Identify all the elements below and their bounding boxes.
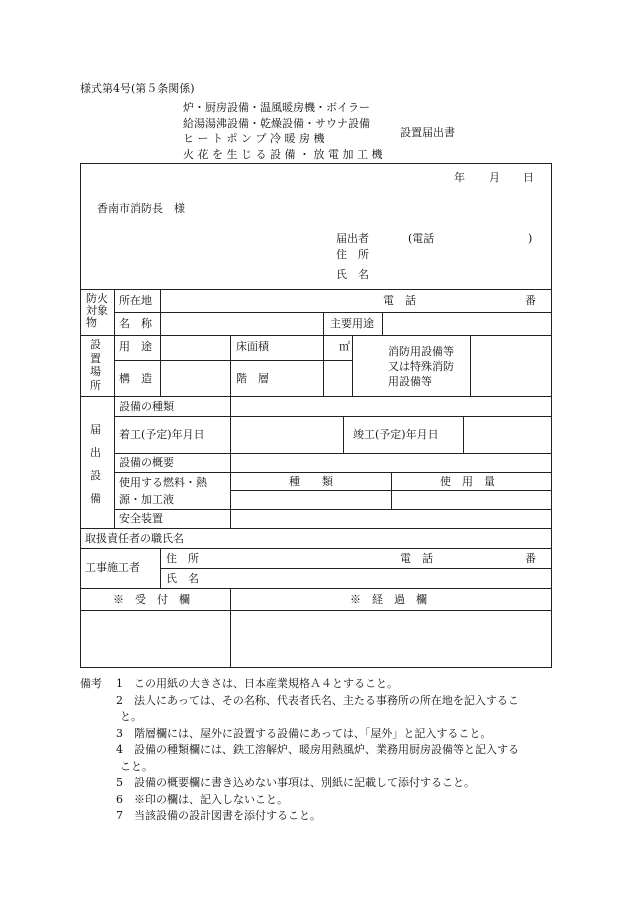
date-day: 日 xyxy=(523,171,534,184)
progress-label: ※ 経 過 欄 xyxy=(350,593,427,606)
rule xyxy=(114,416,552,417)
contractor-address-label: 住 所 xyxy=(166,552,199,565)
floors-label: 階 層 xyxy=(236,372,269,385)
rule xyxy=(80,610,552,611)
rule xyxy=(114,509,552,510)
document-title: 設置届出書 xyxy=(400,126,455,139)
rule xyxy=(230,335,231,396)
fuel-label-line2: 源・加工液 xyxy=(119,493,174,506)
rule xyxy=(114,453,552,454)
rule xyxy=(114,312,552,313)
equipment-list xyxy=(183,100,382,162)
notified-equipment-label: 届出設備 xyxy=(90,423,101,505)
note-item: 1 この用紙の大きさは、日本産業規格Ａ４とすること。 xyxy=(116,677,398,690)
notifier-label: 届出者 xyxy=(336,232,369,245)
form-number: 様式第4号(第５条関係) xyxy=(80,82,195,95)
rule xyxy=(382,312,383,335)
sqm-unit: ㎡ xyxy=(339,340,350,353)
phone-label: (電話 xyxy=(408,232,435,245)
rule xyxy=(230,588,231,668)
addressee: 香南市消防長 様 xyxy=(97,202,185,215)
complete-date-label: 竣工(予定)年月日 xyxy=(353,428,439,441)
fuel-label-line1: 使用する燃料・熱 xyxy=(119,476,207,489)
rule xyxy=(80,548,552,549)
kind-label: 種 類 xyxy=(289,475,333,488)
usage-amount-label: 使 用 量 xyxy=(440,475,495,488)
name-label: 氏 名 xyxy=(336,268,369,281)
contractor-number-label: 番 xyxy=(525,552,536,565)
rule xyxy=(114,360,352,361)
equipment-line-1: 炉・厨房設備・温風暖房機・ボイラー xyxy=(183,101,370,114)
note-item: 2 法人にあっては、その名称、代表者氏名、主たる事務所の所在地を記入するこ xyxy=(116,693,519,707)
notes-section xyxy=(80,676,102,693)
rule xyxy=(114,472,552,473)
rule xyxy=(230,396,231,528)
equipment-line-3: ヒ ー ト ポ ン プ 冷 暖 房 機 xyxy=(183,132,325,145)
date-year: 年 xyxy=(454,171,465,184)
note-item: 5 設備の概要欄に書き込めない事項は、別紙に記載して添付すること。 xyxy=(116,776,475,789)
safety-device-label: 安全装置 xyxy=(119,512,163,525)
phone-close: ) xyxy=(528,232,533,245)
structure-label: 構 造 xyxy=(119,372,152,385)
rule xyxy=(470,335,471,396)
notes-label: 備考 xyxy=(80,677,102,690)
start-date-label: 着工(予定)年月日 xyxy=(119,428,205,441)
rule xyxy=(463,416,464,453)
rule xyxy=(160,289,161,396)
rule xyxy=(114,289,115,528)
handler-label: 取扱責任者の職氏名 xyxy=(85,532,184,545)
rule xyxy=(160,568,552,569)
note-item: 7 当該設備の設計図書を添付すること。 xyxy=(116,809,321,822)
date-month: 月 xyxy=(489,171,500,184)
equipment-overview-label: 設備の概要 xyxy=(119,456,174,469)
notes-list xyxy=(116,676,519,825)
install-place-label: 設置場所 xyxy=(90,338,101,392)
location-label: 所在地 xyxy=(119,294,152,307)
number-label: 番 xyxy=(525,294,536,307)
rule xyxy=(352,335,353,396)
rule xyxy=(343,416,344,453)
note-item: 3 階層欄には、屋外に設置する設備にあっては、「屋外」と記入すること。 xyxy=(116,726,492,740)
equipment-type-label: 設備の種類 xyxy=(119,400,174,413)
rule xyxy=(391,472,392,509)
equipment-line-2: 給湯湯沸設備・乾燥設備・サウナ設備 xyxy=(183,116,370,130)
reception-label: ※ 受 付 欄 xyxy=(113,593,190,606)
rule xyxy=(80,289,552,290)
equipment-line-4: 火 花 を 生 じ る 設 備 ・ 放 電 加 工 機 xyxy=(183,147,383,161)
rule xyxy=(80,335,552,336)
use-label: 用 途 xyxy=(119,340,152,353)
note-item: 6 ※印の欄は、記入しないこと。 xyxy=(116,792,288,806)
address-label: 住 所 xyxy=(336,248,369,261)
note-item-cont: こと。 xyxy=(120,759,153,773)
contractor-name-label: 氏 名 xyxy=(166,572,199,585)
contractor-label: 工事施工者 xyxy=(85,561,140,574)
note-item: 4 設備の種類欄には、鉄工溶解炉、暖房用熱風炉、業務用厨房設備等と記入する xyxy=(116,743,519,756)
phone-label: 電 話 xyxy=(383,294,416,307)
note-item-cont: と。 xyxy=(120,710,142,723)
rule xyxy=(80,588,552,589)
contractor-phone-label: 電 話 xyxy=(400,552,433,565)
name-label: 名 称 xyxy=(119,317,152,330)
fire-equipment-label: 消防用設備等 又は特殊消防 用設備等 xyxy=(388,345,454,388)
rule xyxy=(160,548,161,588)
floor-area-label: 床面積 xyxy=(236,340,269,353)
rule xyxy=(80,396,552,397)
main-use-label: 主要用途 xyxy=(330,317,374,330)
rule xyxy=(80,528,552,529)
fire-target-label: 防火対象物 xyxy=(86,292,108,329)
rule xyxy=(323,312,324,396)
